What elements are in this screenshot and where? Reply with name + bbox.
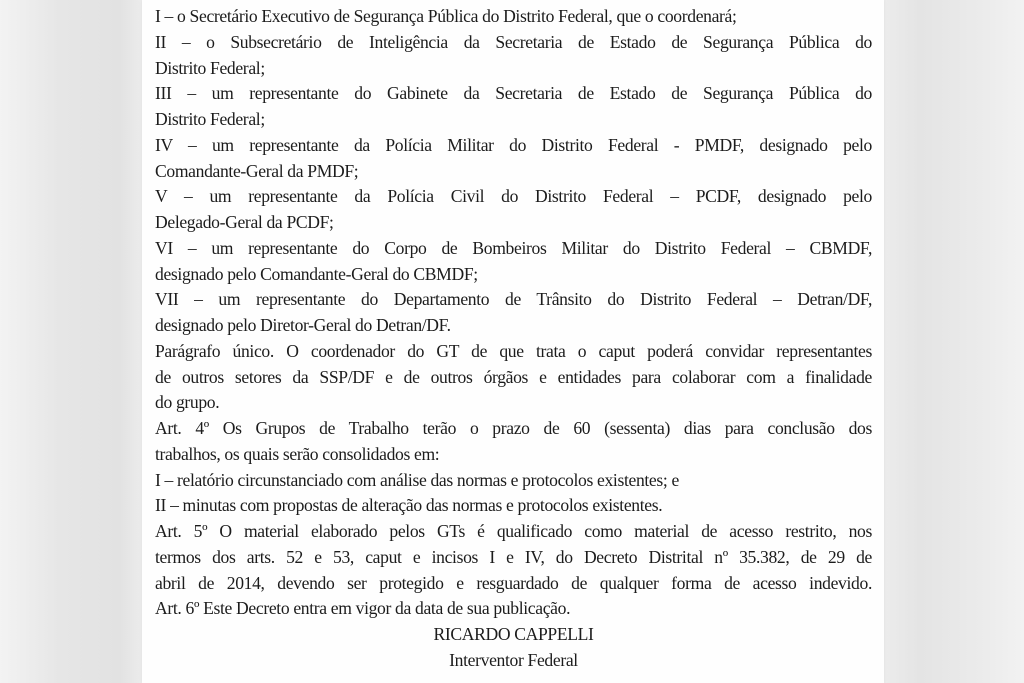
decree-text (155, 4, 872, 674)
decree-line: Comandante-Geral da PMDF; (155, 160, 359, 181)
decree-line: termos dos arts. 52 e 53, caput e incisos I e IV, do Decreto Distrital nº 35.382, de 29 de (155, 546, 872, 567)
document-page (142, 0, 884, 683)
decree-line: II – minutas com propostas de alteração das normas e protocolos existentes. (155, 495, 663, 516)
decree-line: VII – um representante do Departamento de Trânsito do Distrito Federal – Detran/DF, (155, 289, 872, 310)
decree-line: VI – um representante do Corpo de Bombeiros Militar do Distrito Federal – CBMDF, (155, 237, 872, 258)
decree-line: de outros setores da SSP/DF e de outros órgãos e entidades para colaborar com a finalidade (155, 366, 872, 387)
decree-line: Art. 5º O material elaborado pelos GTs é qualificado como material de acesso restrito, nos (155, 521, 872, 541)
decree-line: II – o Subsecretário de Inteligência da Secretaria de Estado de Segurança Pública do (155, 31, 872, 52)
decree-line: I – o Secretário Executivo de Segurança Pública do Distrito Federal, que o coordenará; (155, 6, 737, 26)
decree-line: do grupo. (155, 392, 220, 413)
decree-line: Delegado-Geral da PCDF; (155, 212, 334, 232)
decree-line: Distrito Federal; (155, 109, 265, 129)
decree-line: designado pelo Diretor-Geral do Detran/DF. (155, 315, 451, 335)
decree-line: abril de 2014, devendo ser protegido e resguardado de qualquer forma de acesso indevido. (155, 572, 872, 593)
decree-line: Art. 6º Este Decreto entra em vigor da data de sua publicação. (155, 598, 571, 619)
signature-title: Interventor Federal (449, 649, 578, 670)
decree-line: designado pelo Comandante-Geral do CBMDF; (155, 263, 478, 284)
decree-line: Parágrafo único. O coordenador do GT de que trata o caput poderá convidar representantes (155, 340, 872, 361)
decree-line: Art. 4º Os Grupos de Trabalho terão o prazo de 60 (sessenta) dias para conclusão dos (155, 418, 872, 438)
decree-line: III – um representante do Gabinete da Secretaria de Estado de Segurança Pública do (155, 83, 872, 104)
decree-line: Distrito Federal; (155, 57, 265, 78)
decree-line: trabalhos, os quais serão consolidados em: (155, 443, 440, 464)
decree-line: I – relatório circunstanciado com análise das normas e protocolos existentes; e (155, 469, 679, 490)
decree-line: V – um representante da Polícia Civil do Distrito Federal – PCDF, designado pelo (155, 186, 872, 207)
signature-name: RICARDO CAPPELLI (433, 624, 594, 644)
decree-line: IV – um representante da Polícia Militar do Distrito Federal - PMDF, designado pelo (155, 134, 872, 155)
